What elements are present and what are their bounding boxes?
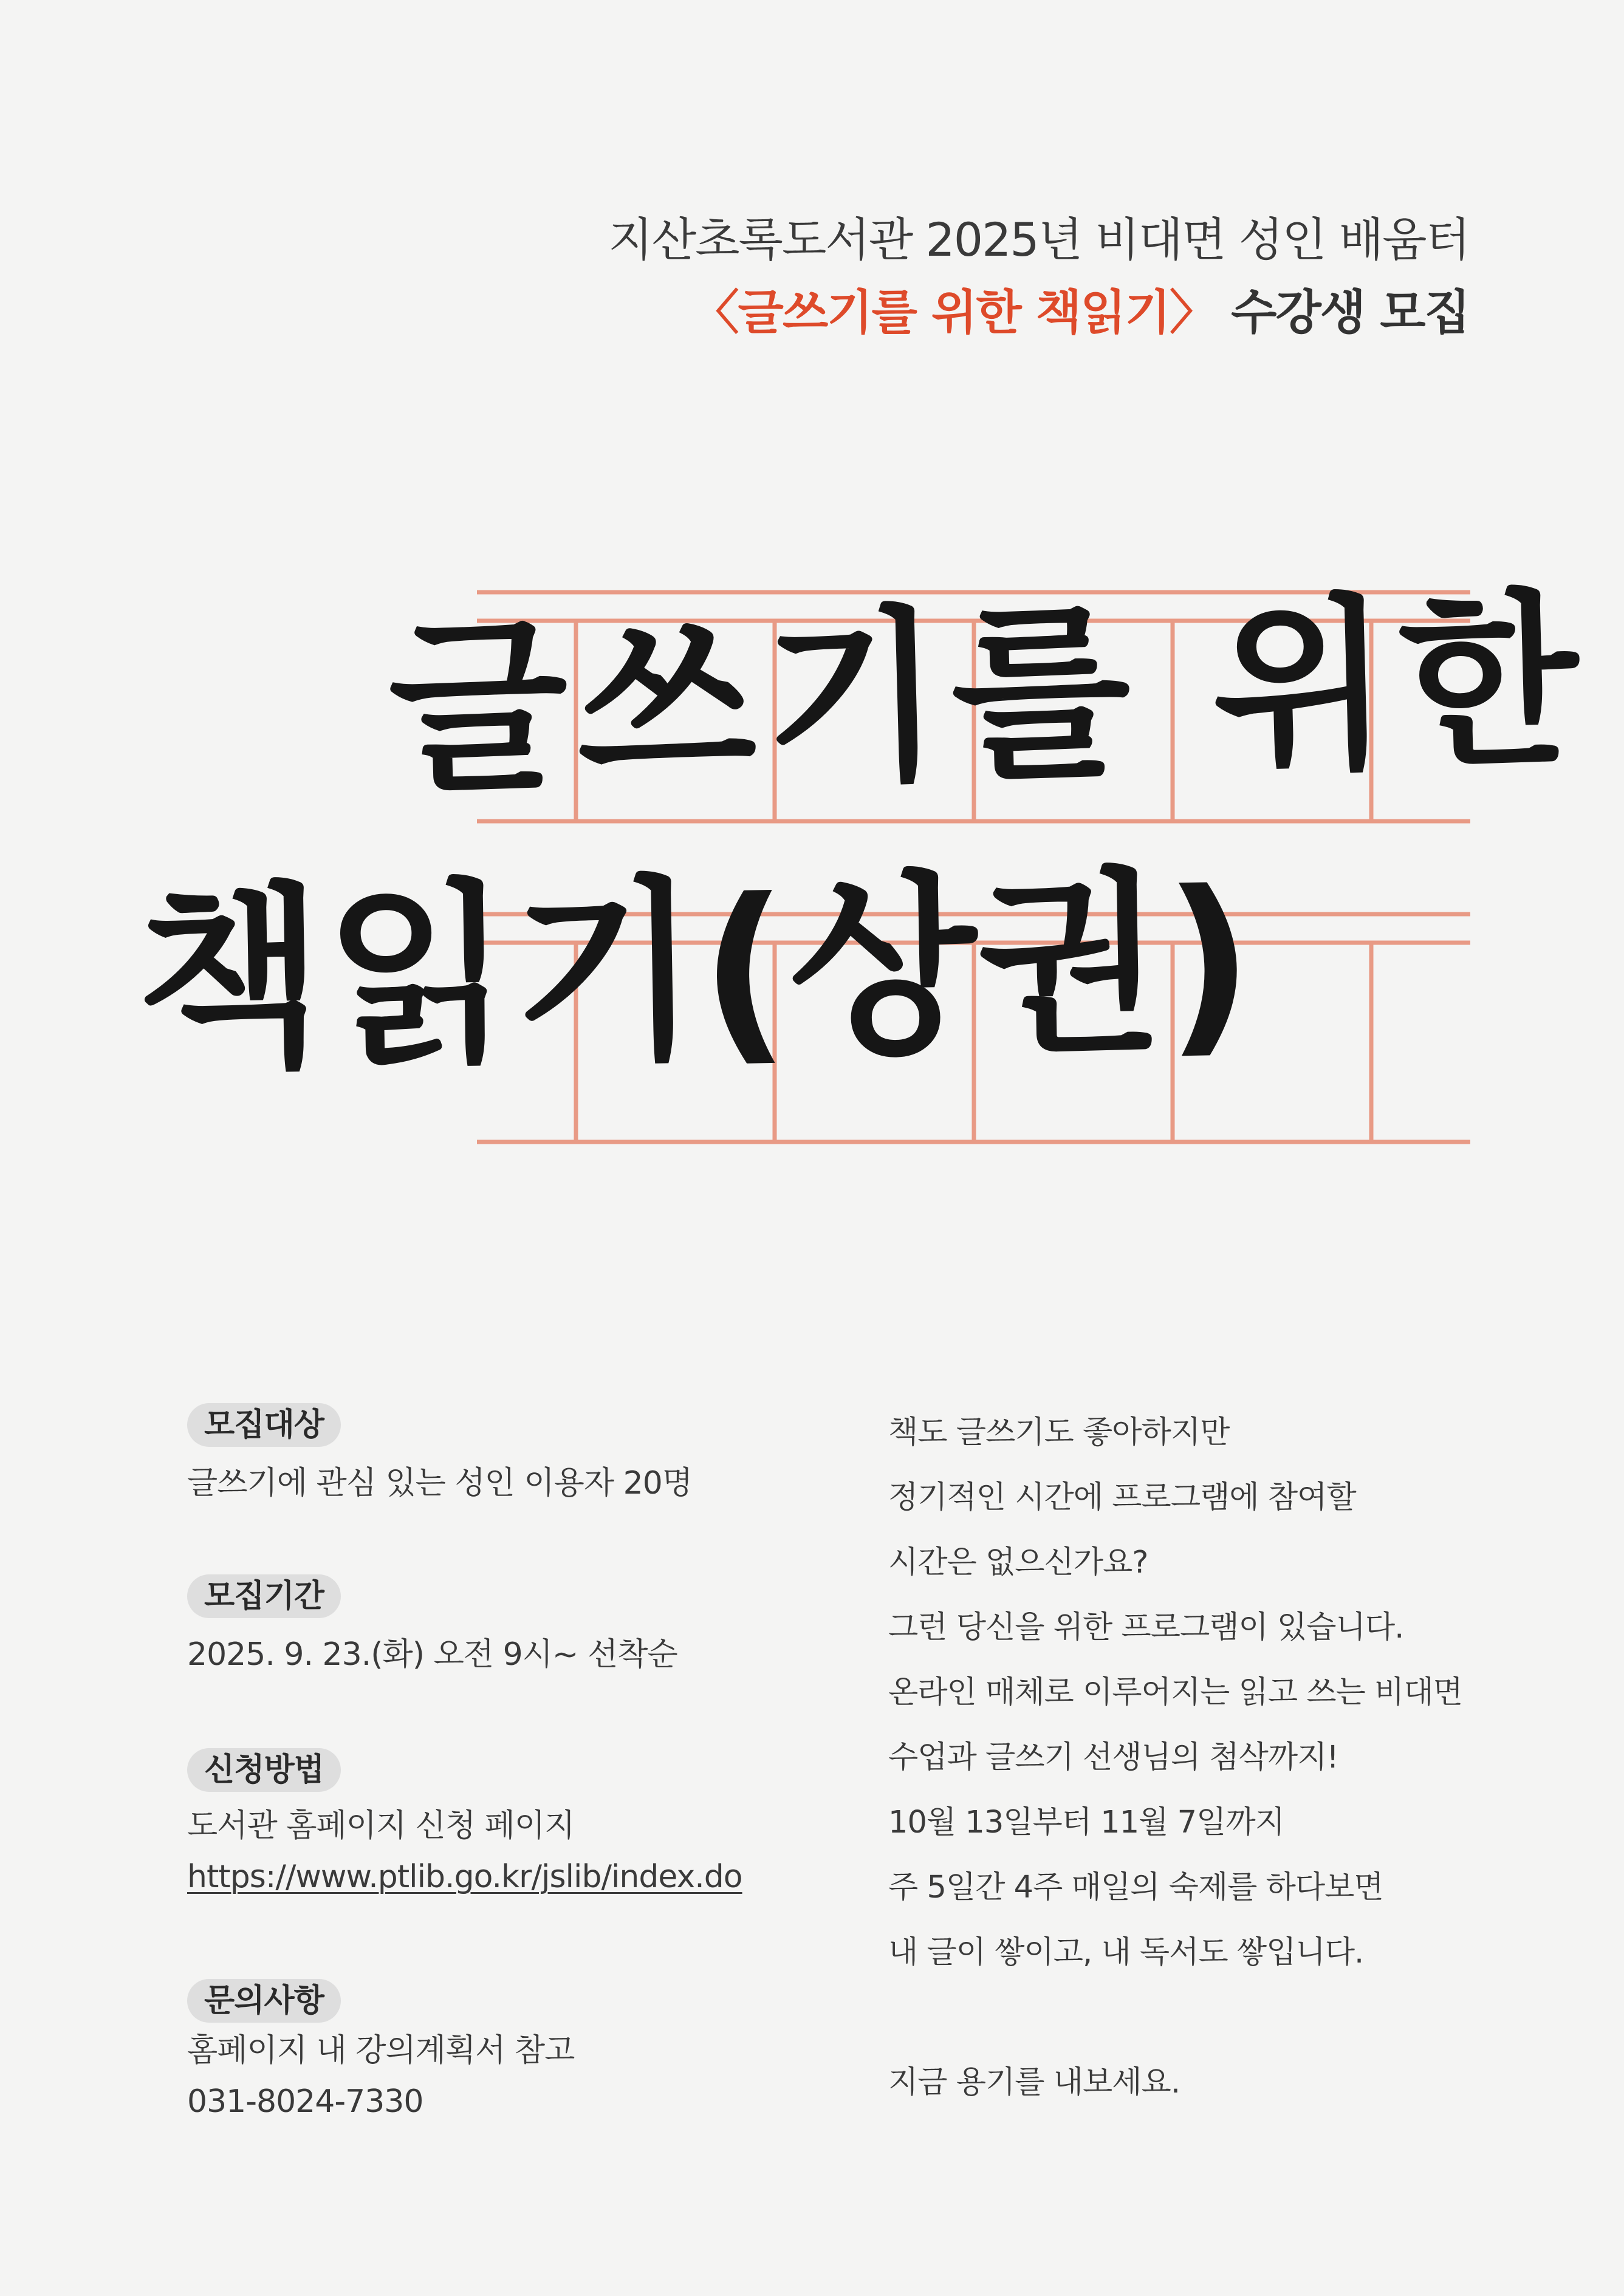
period-label: 모집기간 <box>187 1574 341 1618</box>
description-line <box>888 1985 1496 2050</box>
description-line: 10월 13일부터 11월 7일까지 <box>888 1805 1284 1840</box>
period-text: 2025. 9. 23.(화) 오전 9시~ 선착순 <box>187 1636 677 1673</box>
info-period <box>187 1574 677 1685</box>
method-url-line <box>187 1851 742 1902</box>
description-line: 책도 글쓰기도 좋아하지만 <box>888 1415 1230 1450</box>
method-text: 도서관 홈페이지 신청 페이지 <box>187 1808 575 1844</box>
info-contact <box>187 1979 574 2127</box>
description-line: 그런 당신을 위한 프로그램이 있습니다. <box>888 1610 1404 1645</box>
method-label: 신청방법 <box>187 1748 341 1792</box>
contact-label: 문의사항 <box>187 1979 341 2023</box>
description-closing-line: 지금 용기를 내보세요. <box>888 2065 1180 2100</box>
target-text: 글쓰기에 관심 있는 성인 이용자 20명 <box>187 1465 693 1502</box>
main-title-line1: 글쓰기를 위한 <box>386 572 1590 819</box>
recruitment-suffix: 수강생 모집 <box>1215 285 1469 340</box>
description-line: 시간은 없으신가요? <box>888 1545 1148 1580</box>
description-line: 온라인 매체로 이루어지는 읽고 쓰는 비대면 <box>888 1675 1462 1710</box>
course-name: 〈글쓰기를 위한 책읽기〉 <box>691 285 1216 340</box>
description-line: 정기적인 시간에 프로그램에 참여할 <box>888 1480 1356 1515</box>
signup-link[interactable]: https://www.ptlib.go.kr/jslib/index.do <box>187 1859 742 1895</box>
info-method <box>187 1748 742 1902</box>
library-program-title: 지산초록도서관 2025년 비대면 성인 배움터 <box>608 213 1469 267</box>
target-label: 모집대상 <box>187 1403 341 1447</box>
info-target <box>187 1403 692 1514</box>
description-line: 주 5일간 4주 매일의 숙제를 하다보면 <box>888 1870 1383 1905</box>
contact-text: 홈페이지 내 강의계획서 참고 <box>187 2032 575 2069</box>
description-line: 내 글이 쌓이고, 내 독서도 쌓입니다. <box>888 1935 1364 1970</box>
description-line: 수업과 글쓰기 선생님의 첨삭까지! <box>888 1740 1338 1775</box>
description <box>888 1400 1496 2115</box>
contact-phone: 031-8024-7330 <box>187 2083 423 2120</box>
main-title-line2: 책읽기(상권) <box>134 849 1256 1095</box>
